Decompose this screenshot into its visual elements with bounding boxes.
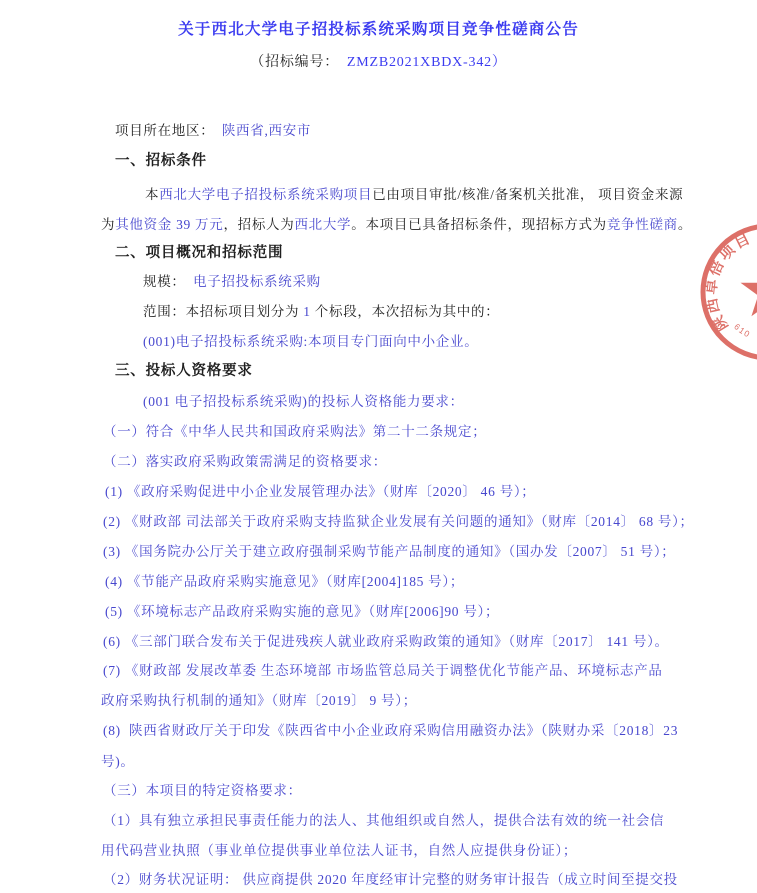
scope-line-seg-2: 个标段，本次招标为其中的： <box>310 304 500 319</box>
policy-7-line-1 <box>103 661 663 681</box>
doc-title-seg-0: 关于西北大学电子招投标系统采购项目竞争性磋商公告 <box>178 21 579 38</box>
policy-5 <box>105 602 499 622</box>
specific-req-1-line-2 <box>101 841 577 861</box>
lot-001-line-seg-0: (001)电子招投标系统采购:本项目专门面向中小企业。 <box>143 334 479 349</box>
policy-1 <box>105 482 535 502</box>
conditions-line-2-seg-0: 为 <box>101 217 116 232</box>
conditions-line-1-seg-2: 已由项目审批/核准/备案机关批准， 项目资金来源 <box>372 187 684 202</box>
section-2-heading <box>115 243 283 263</box>
scope-line-seg-0: 范围：本招标项目划分为 <box>143 304 304 319</box>
policy-5-seg-0: (5) 《环境标志产品政府采购实施的意见》（财库[2006]90 号）； <box>105 604 500 619</box>
specific-req-1-line-2-seg-0: 用代码营业执照（事业单位提供事业单位法人证书，自然人应提供身份证）； <box>101 843 578 858</box>
section-3-heading-seg-0: 三、投标人资格要求 <box>115 363 253 379</box>
conditions-line-2-seg-4: 。本项目已具备招标条件，现招标方式为 <box>351 217 607 232</box>
policy-2 <box>103 512 694 532</box>
tender-number-line-seg-0: （招标编号： <box>250 55 333 70</box>
section-1-heading-seg-0: 一、招标条件 <box>115 153 207 169</box>
doc-title <box>0 20 757 40</box>
conditions-line-2-seg-3: 西北大学 <box>294 217 352 232</box>
project-region-line-seg-1: 陕西省,西安市 <box>221 123 312 138</box>
qual-item-3-seg-0: （三）本项目的特定资格要求： <box>103 783 302 798</box>
policy-8-line-2 <box>101 752 135 772</box>
project-region-line <box>115 121 311 141</box>
qual-item-3 <box>103 781 302 801</box>
scale-line-seg-1: 电子招投标系统采购 <box>193 274 321 289</box>
conditions-line-1 <box>145 185 683 205</box>
conditions-line-2-seg-6: 。 <box>677 217 693 232</box>
qual-item-2 <box>103 452 387 472</box>
policy-4 <box>105 572 464 592</box>
scale-line-seg-0: 规模： <box>143 274 194 289</box>
section-3-heading <box>115 361 253 381</box>
qualification-intro-line <box>143 392 464 412</box>
company-seal <box>692 212 757 382</box>
policy-1-seg-0: (1) 《政府采购促进中小企业发展管理办法》（财库〔2020〕 46 号）； <box>105 484 536 499</box>
conditions-line-2 <box>101 215 692 235</box>
seal-arc-text: 陕西卓倍项目 <box>702 229 755 335</box>
policy-4-seg-0: (4) 《节能产品政府采购实施意见》（财库[2004]185 号）； <box>105 574 465 589</box>
seal-star-icon <box>741 262 757 316</box>
policy-3 <box>103 542 675 562</box>
specific-req-2-line-1 <box>103 870 678 890</box>
lot-001-line <box>143 332 478 352</box>
qualification-intro-line-seg-0: (001 电子招投标系统采购)的投标人资格能力要求： <box>143 394 464 409</box>
policy-6-seg-0: (6) 《三部门联合发布关于促进残疾人就业政府采购政策的通知》（财库〔2017〕 141 号）。 <box>103 634 669 649</box>
qual-item-1-seg-0: （一）符合《中华人民共和国政府采购法》第二十二条规定； <box>103 424 487 439</box>
conditions-line-2-seg-1: 其他资金 39 万元 <box>115 217 224 232</box>
tender-number-line-seg-1: ZMZB2021XBDX-342） <box>332 55 507 70</box>
policy-7-line-2-seg-0: 政府采购执行机制的通知》（财库〔2019〕 9 号）； <box>101 693 417 708</box>
policy-7-line-2 <box>101 691 417 711</box>
tender-number-line <box>0 53 757 73</box>
policy-8-line-1-seg-0: (8) 陕西省财政厅关于印发《陕西省中小企业政府采购信用融资办法》（陕财办采〔2018〕23 <box>103 723 679 738</box>
conditions-line-2-seg-2: ，招标人为 <box>223 217 295 232</box>
policy-7-line-1-seg-0: (7) 《财政部 发展改革委 生态环境部 市场监管总局关于调整优化节能产品、环境标志产品 <box>103 663 663 678</box>
seal-code-text: 610 <box>732 321 753 340</box>
policy-3-seg-0: (3) 《国务院办公厅关于建立政府强制采购节能产品制度的通知》（国办发〔2007〕 51 号）； <box>103 544 676 559</box>
scope-line <box>143 302 499 322</box>
qual-item-1 <box>103 422 486 442</box>
policy-8-line-2-seg-0: 号)。 <box>101 754 135 769</box>
policy-8-line-1 <box>103 721 678 741</box>
specific-req-1-line-1-seg-0: （1）具有独立承担民事责任能力的法人、其他组织或自然人，提供合法有效的统一社会信 <box>103 813 665 828</box>
qual-item-2-seg-0: （二）落实政府采购政策需满足的资格要求： <box>103 454 387 469</box>
policy-2-seg-0: (2) 《财政部 司法部关于政府采购支持监狱企业发展有关问题的通知》（财库〔2014〕 68 号）； <box>103 514 694 529</box>
conditions-line-2-seg-5: 竞争性磋商 <box>606 217 678 232</box>
scale-line <box>143 272 321 292</box>
seal-graphic <box>692 212 757 382</box>
project-region-line-seg-0: 项目所在地区： <box>115 123 222 138</box>
policy-6 <box>103 632 669 652</box>
section-2-heading-seg-0: 二、项目概况和招标范围 <box>115 245 284 261</box>
section-1-heading <box>115 151 207 171</box>
scope-line-seg-1: 1 <box>303 304 311 319</box>
conditions-line-1-seg-1: 西北大学电子招投标系统采购项目 <box>159 187 373 202</box>
conditions-line-1-seg-0: 本 <box>145 187 160 202</box>
specific-req-1-line-1 <box>103 811 664 831</box>
specific-req-2-line-1-seg-0: （2）财务状况证明： 供应商提供 2020 年度经审计完整的财务审计报告（成立时间至提交投 <box>103 872 678 887</box>
